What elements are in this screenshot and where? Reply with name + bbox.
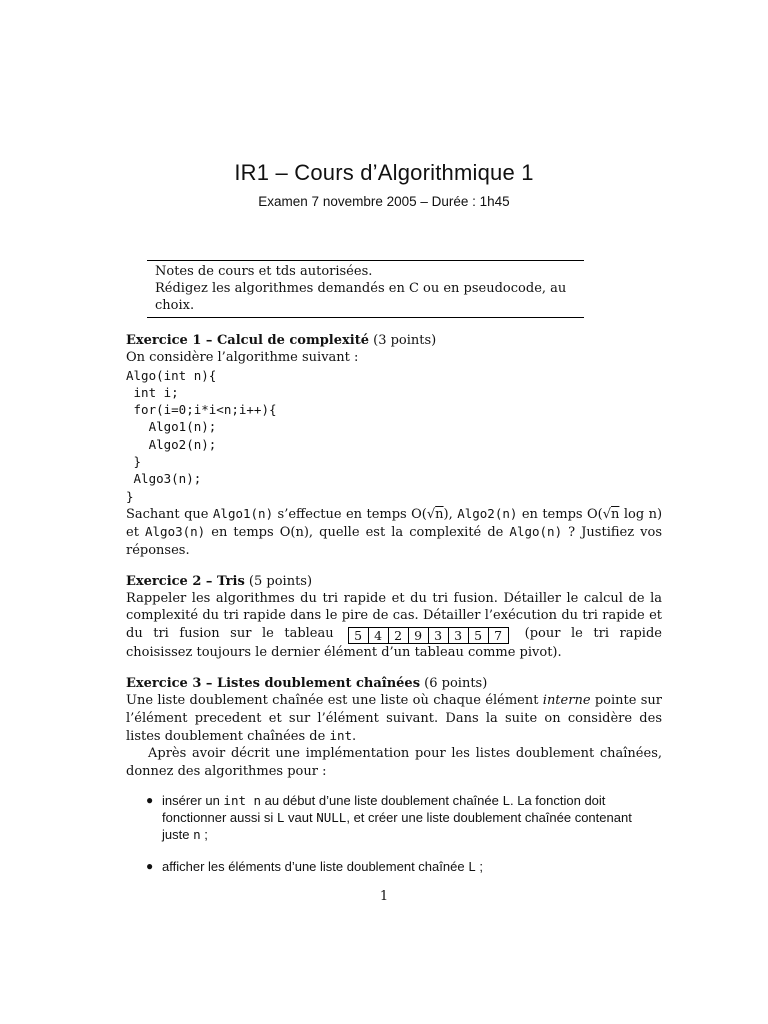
exercise-1-heading: Exercice 1 – Calcul de complexité (3 points) (126, 333, 437, 348)
exercise-1-code: Algo(int n){ int i; for(i=0;i*i<n;i++){ Algo1(n); Algo2(n); } Algo3(n); } (126, 367, 277, 504)
exercise-1 (126, 332, 662, 559)
exam-subtitle: Examen 7 novembre 2005 – Durée : 1h45 (258, 194, 510, 209)
exercise-2-text: Rappeler les algorithmes du tri rapide et du tri fusion. Détailler le calcul de la complexité du tri rapide dans le pire de cas. Détailler l’exécution du tri rapide et du tri fusion sur le tableau 5 4 2 9 3 3 5 7 (pour le tri rapide choisissez toujours le dernier élément d’un tableau comme pivot). (126, 591, 662, 660)
exercise-3-paragraph-2: Après avoir décrit une implémentation pour les listes doublement chaînées, donnez des algorithmes pour : (126, 746, 662, 779)
array-cell: 2 (389, 628, 409, 643)
instructions-line-1: Notes de cours et tds autorisées. (155, 264, 373, 279)
exercise-1-intro: On considère l’algorithme suivant : (126, 350, 359, 366)
exercise-3-task-list (126, 792, 662, 875)
exam-title: IR1 – Cours d’Algorithmique 1 (234, 160, 534, 185)
exercise-2-heading: Exercice 2 – Tris (5 points) (126, 573, 313, 589)
bullet-icon: ● (146, 858, 154, 873)
list-item: ● afficher les éléments d’une liste doublement chaînée L ; (146, 858, 483, 874)
array-cell: 7 (494, 627, 503, 643)
list-item: ● insérer un int n au début d’une liste doublement chaînée L. La fonction doit fonctionner aussi si L vaut NULL, et créer une liste doublement chaînée contenant juste n ; (146, 792, 632, 843)
bullet-icon: ● (146, 792, 154, 807)
array-cell: 9 (409, 628, 429, 643)
exercise-2 (126, 573, 662, 661)
array-cell: 5 (349, 628, 369, 643)
page-number: 1 (379, 889, 389, 904)
exercise-1-question: Sachant que Algo1(n) s’effectue en temps O(√n), Algo2(n) en temps O(√n log n) et Algo3(n) en temps O(n), quelle est la complexité de Algo(n) ? Justifiez vos réponses. (126, 505, 663, 558)
exercise-3 (126, 675, 662, 875)
array-cell: 3 (449, 628, 469, 643)
exercise-3-heading: Exercice 3 – Listes doublement chaînées (6 points) (126, 676, 488, 692)
instructions-line-2: Rédigez les algorithmes demandés en C ou en pseudocode, au choix. (155, 281, 567, 313)
array-cell: 5 (469, 628, 489, 643)
array-cell: 3 (429, 628, 449, 643)
sort-array (348, 627, 509, 644)
exercise-3-paragraph-1: Une liste doublement chaînée est une liste où chaque élément interne pointe sur l’élément precedent et sur l’élément suivant. Dans la suite on considère des listes doublement chaînées de int. (126, 693, 662, 744)
exam-body (126, 332, 662, 889)
instructions-box (147, 260, 584, 318)
array-cell: 4 (369, 628, 389, 643)
